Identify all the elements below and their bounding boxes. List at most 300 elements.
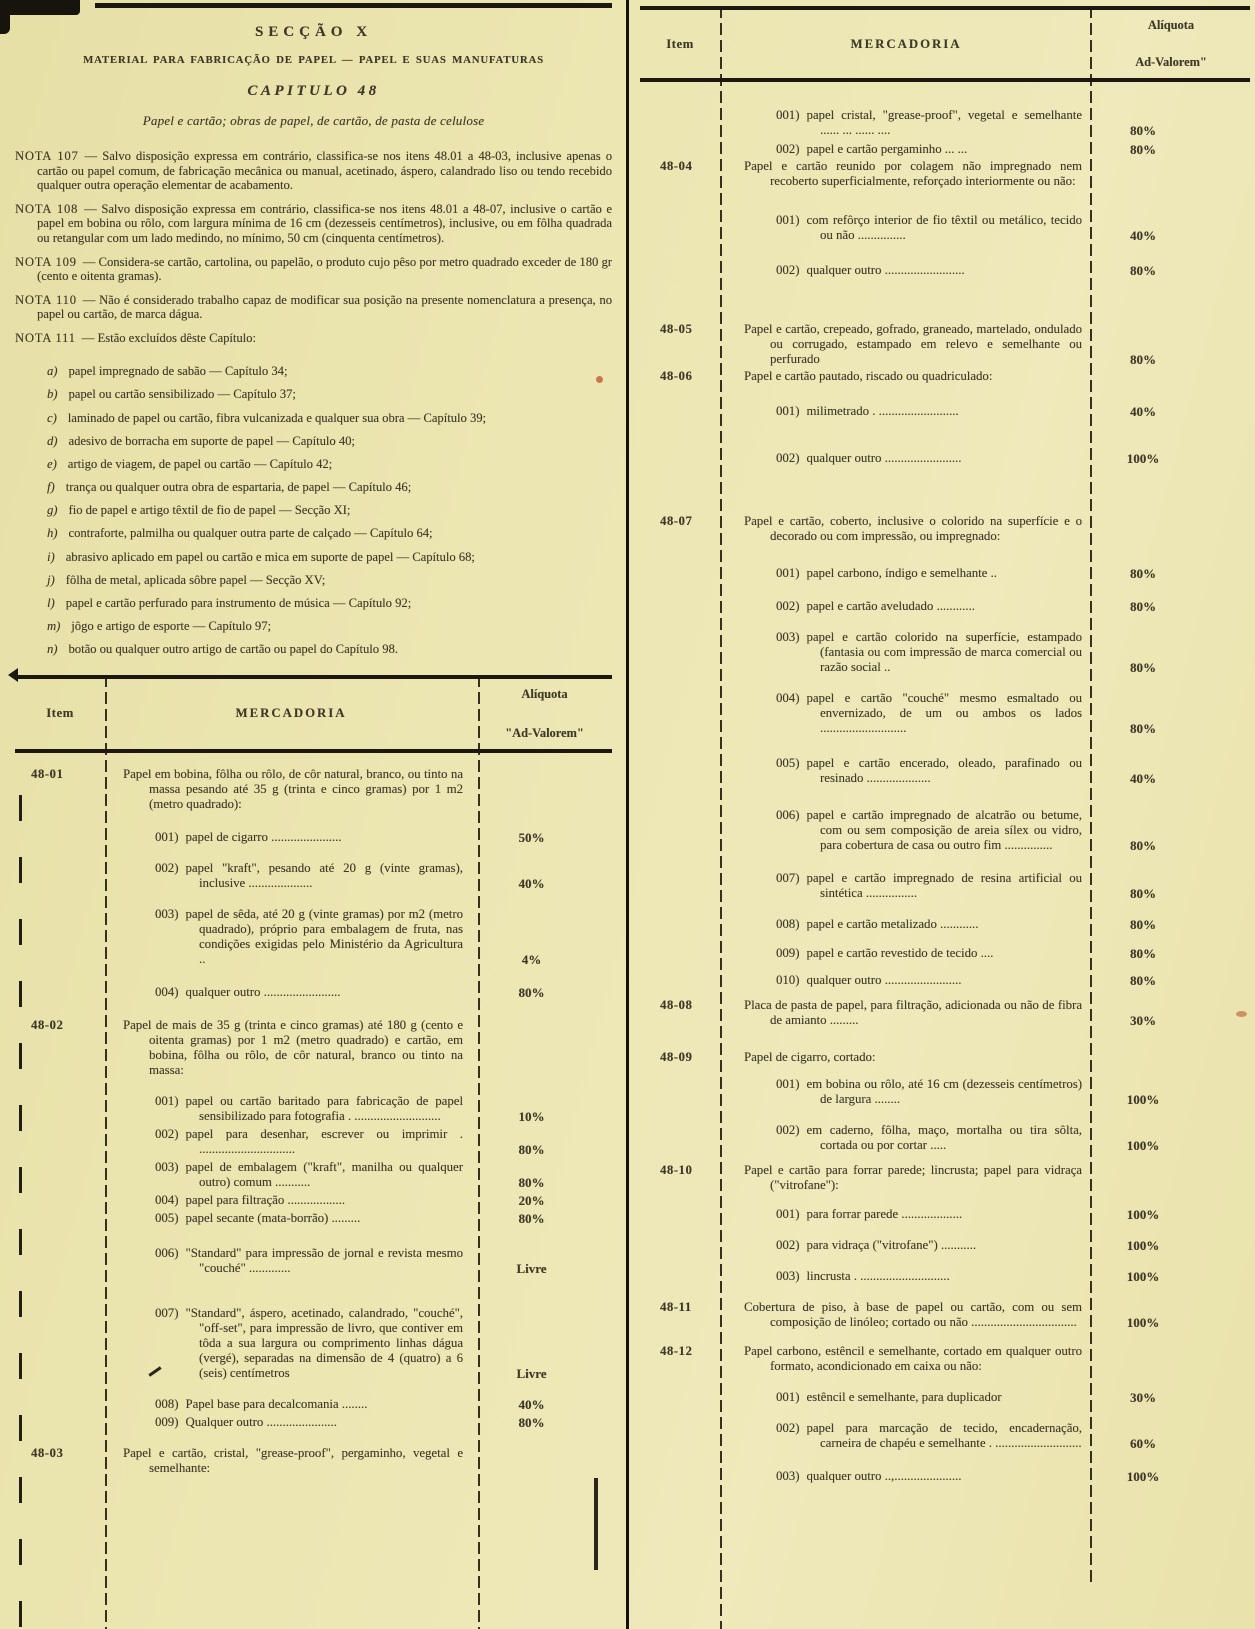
tariff-subitem-row (15, 985, 612, 1000)
subitem-text: qualquer outro ........................ (806, 973, 962, 987)
tariff-subitem-row (640, 599, 1250, 614)
subitem-description-cell (720, 451, 1092, 466)
subitem-code: 009) (155, 1414, 179, 1429)
tariff-subitem-row (640, 871, 1250, 901)
exclusion-letter: e) (47, 456, 57, 471)
rate-value: 40% (1130, 228, 1156, 243)
rate-value: 100% (1126, 451, 1160, 466)
subitem-line (155, 1193, 463, 1208)
subitem-code: 002) (776, 1238, 800, 1252)
rate-value: 100% (1126, 1315, 1160, 1330)
subitem-line (776, 108, 1082, 138)
exclusion-letter: d) (47, 433, 58, 448)
subitem-line (776, 566, 1082, 581)
subitem-line (776, 263, 1082, 278)
subitem-code: 002) (776, 599, 800, 613)
rate-value: 80% (518, 1141, 545, 1157)
entry-description: Papel e cartão, cristal, "grease-proof", pergaminho, vegetal e semelhante: (123, 1445, 463, 1475)
tariff-subitem-row (15, 861, 612, 891)
subitem-line (155, 1211, 463, 1226)
note-text: — Salvo disposição expressa em contrário, classifica-se nos itens 48.01 a 48-03, inclusive apenas o cartão ou papel comum, de fabricação mecânica ou manual, acetinado, áspero, calandrado liso ou tendo recebido qualquer outra operação elementar de acabamento. (37, 149, 612, 193)
subitem-line (776, 691, 1082, 736)
tariff-subitem-row (15, 1160, 612, 1190)
exclusion-text: abrasivo aplicado em papel ou cartão e mica em suporte de papel — Capítulo 68; (65, 549, 475, 564)
subitem-code: 009) (776, 946, 800, 960)
tariff-entry-row (15, 1446, 612, 1476)
entry-description: Papel em bobina, fôlha ou rôlo, de côr natural, branco, ou tinto na massa pesando até 35 g (trinta e cinco gramas) por 1 m2 (metro quadrado): (123, 766, 463, 811)
subitem-description-cell (105, 985, 477, 1000)
entry-description-cell (720, 369, 1092, 384)
tariff-entry-row (640, 998, 1250, 1028)
tariff-subitem-row (640, 1469, 1250, 1484)
note-label: NOTA 107 (15, 149, 79, 163)
scan-artifact (95, 3, 612, 8)
subitem-description-cell (720, 630, 1092, 675)
table-header-row (640, 6, 1250, 82)
exclusion-item (15, 596, 612, 611)
tariff-subitem-row (640, 1077, 1250, 1107)
subitem-code: 002) (776, 451, 800, 465)
tariff-subitem-row (15, 907, 612, 967)
note-label: NOTA 111 (15, 330, 76, 345)
entry-description: Papel e cartão pautado, riscado ou quadriculado: (744, 369, 993, 383)
rate-value: 40% (518, 875, 545, 891)
entry-item-number: 48-12 (660, 1344, 693, 1358)
subitem-line (155, 1094, 463, 1124)
aliquota-label: Alíquota (1147, 18, 1195, 32)
tariff-subitem-row (640, 404, 1250, 419)
tariff-entry-row (640, 1344, 1250, 1374)
exclusion-text: papel ou cartão sensibilizado — Capítulo 37; (68, 387, 296, 402)
tariff-subitem-row (640, 566, 1250, 581)
note-paragraph (15, 149, 612, 193)
subitem-description-cell (720, 1469, 1092, 1484)
subitem-code: 001) (776, 1077, 800, 1091)
subitem-description-cell (720, 1390, 1092, 1405)
subitem-line (776, 404, 1082, 419)
right-tariff-table (640, 6, 1250, 1629)
rate-value: Livre (516, 1365, 547, 1381)
rate-value: 100% (1126, 1138, 1160, 1153)
subitem-line (155, 1415, 463, 1430)
rate-value: 30% (1130, 1390, 1156, 1405)
entry-description-cell (720, 1344, 1092, 1374)
subitem-code: 003) (776, 1269, 800, 1283)
subitem-line (776, 1238, 1082, 1253)
subitem-line (155, 1127, 463, 1157)
subitem-line (155, 1246, 463, 1276)
note-label: NOTA 110 (15, 292, 77, 307)
subitem-text: em bobina ou rôlo, até 16 cm (dezesseis centímetros) de largura ........ (806, 1077, 1082, 1106)
note-paragraph (15, 202, 612, 246)
exclusion-item (15, 434, 612, 449)
entry-description-cell (105, 1446, 477, 1476)
entry-description: Papel de cigarro, cortado: (744, 1050, 876, 1064)
subitem-code: 010) (776, 973, 800, 987)
subitem-text: papel e cartão encerado, oleado, parafinado ou resinado .................... (806, 756, 1082, 785)
subitem-code: 002) (776, 142, 800, 156)
exclusion-letter: c) (47, 410, 57, 425)
column-header-item: Item (666, 36, 694, 51)
subitem-text: papel cristal, "grease-proof", vegetal e semelhante ...... ... ...... .... (806, 108, 1082, 137)
rate-value: 80% (1130, 599, 1156, 614)
section-title: SECÇÃO X (254, 24, 373, 40)
tariff-subitem-row (640, 213, 1250, 243)
subitem-line (776, 946, 1082, 961)
subitem-description-cell (720, 1238, 1092, 1253)
scan-artifact (0, 0, 10, 34)
exclusion-item (15, 550, 612, 565)
subitem-code: 004) (776, 691, 800, 705)
subitem-line (776, 1421, 1082, 1451)
subitem-line (155, 985, 463, 1000)
subitem-code: 001) (155, 1093, 179, 1108)
exclusion-text: fio de papel e artigo têxtil de fio de papel — Secção XI; (68, 503, 351, 518)
note-paragraph (15, 293, 612, 322)
subitem-description-cell (720, 756, 1092, 786)
subitem-description-cell (105, 1246, 477, 1276)
rate-value: 80% (1130, 566, 1156, 581)
entry-item-number: 48-09 (660, 1050, 693, 1064)
subitem-text: papel de sêda, até 20 g (vinte gramas) por m2 (metro quadrado), próprio para embalagem de fruta, nas condições exigidas pelo Ministério da Agricultura .. (185, 906, 463, 966)
entry-item-number: 48-11 (660, 1300, 692, 1314)
rate-value: 10% (518, 1108, 545, 1124)
rate-value: 80% (1130, 263, 1156, 278)
tariff-subitem-row (640, 263, 1250, 278)
exclusion-letter: j) (47, 572, 55, 587)
subitem-code: 008) (776, 917, 800, 931)
subitem-code: 002) (155, 1126, 179, 1141)
entry-description-cell (720, 998, 1092, 1028)
exclusion-letter: g) (47, 503, 58, 518)
subitem-description-cell (720, 263, 1092, 278)
entry-description: Papel e cartão, crepeado, gofrado, graneado, martelado, ondulado ou corrugado, estampado em relevo e semelhante ou perfurado (744, 322, 1082, 366)
subitem-line (776, 630, 1082, 675)
subitem-code: 006) (776, 808, 800, 822)
subitem-description-cell (105, 1397, 477, 1412)
rate-value: 100% (1126, 1269, 1160, 1284)
subitem-code: 001) (155, 829, 179, 844)
entry-item-number: 48-08 (660, 998, 693, 1012)
subitem-description-cell (105, 1415, 477, 1430)
subitem-line (776, 871, 1082, 901)
rate-value: 80% (1130, 917, 1156, 932)
entry-item-number: 48-07 (660, 514, 693, 528)
entry-description-cell (720, 514, 1092, 544)
right-column (640, 6, 1250, 1629)
note-label: NOTA 108 (15, 201, 79, 216)
tariff-subitem-row (640, 946, 1250, 961)
subitem-line (776, 213, 1082, 243)
tariff-subitem-row (15, 1094, 612, 1124)
tariff-subitem-row (15, 1193, 612, 1208)
exclusion-text: fôlha de metal, aplicada sôbre papel — Secção XV; (65, 572, 326, 587)
subitem-description-cell (720, 599, 1092, 614)
entry-description-cell (720, 322, 1092, 367)
tariff-subitem-row (640, 1123, 1250, 1153)
rate-value: 20% (518, 1192, 545, 1208)
note-text: — Não é considerado trabalho capaz de modificar sua posição na presente nomenclatura a presença, no papel ou cartão, de marca dágua. (37, 292, 612, 322)
right-table-body (640, 108, 1250, 1484)
tariff-subitem-row (640, 917, 1250, 932)
subitem-description-cell (720, 1077, 1092, 1107)
exclusion-item (15, 642, 612, 657)
exclusion-item (15, 619, 612, 634)
tariff-subitem-row (640, 1421, 1250, 1451)
subitem-code: 007) (155, 1305, 179, 1320)
rate-value: 80% (1130, 973, 1156, 988)
rate-value: 100% (1126, 1207, 1160, 1222)
subitem-line (155, 830, 463, 845)
subitem-text: lincrusta . ............................ (806, 1269, 950, 1283)
subitem-text: papel para marcação de tecido, encadernação, carneira de chapéu e semelhante . ........................... (806, 1421, 1082, 1450)
tariff-subitem-row (640, 1238, 1250, 1253)
tariff-subitem-row (15, 830, 612, 845)
subitem-text: para forrar parede ................... (806, 1207, 963, 1221)
rate-value: 80% (518, 1414, 545, 1430)
exclusion-text: jôgo e artigo de esporte — Capítulo 97; (71, 619, 272, 634)
subitem-code: 001) (776, 108, 800, 122)
rate-value: 60% (1130, 1436, 1156, 1451)
subitem-code: 005) (155, 1210, 179, 1225)
ad-valorem-label: "Ad-Valorem" (505, 725, 584, 740)
subitem-code: 001) (776, 566, 800, 580)
left-tariff-table (15, 675, 612, 1629)
column-header-item: Item (46, 706, 74, 721)
subitem-text: papel carbono, índigo e semelhante .. (806, 566, 997, 580)
exclusion-text: botão ou qualquer outro artigo de cartão ou papel do Capítulo 98. (68, 642, 398, 657)
tariff-subitem-row (640, 142, 1250, 157)
rate-value: 80% (1130, 142, 1156, 157)
subitem-text: qualquer outro ........................ (185, 984, 341, 999)
tariff-subitem-row (640, 451, 1250, 466)
note-label: NOTA 109 (15, 254, 77, 269)
subitem-description-cell (720, 691, 1092, 736)
subitem-text: papel para filtração .................. (185, 1192, 346, 1207)
exclusion-text: trança ou qualquer outra obra de espartaria, de papel — Capítulo 46; (65, 480, 412, 495)
subitem-code: 002) (155, 860, 179, 875)
subitem-line (155, 1306, 463, 1381)
left-table-body (15, 767, 612, 1476)
subitem-line (155, 861, 463, 891)
table-header-row (15, 675, 612, 753)
subitem-description-cell (720, 973, 1092, 988)
entry-description: Papel e cartão reunido por colagem não impregnado nem recoberto superficialmente, reforçado interiormente ou não: (744, 159, 1082, 188)
subitem-text: papel ou cartão baritado para fabricação de papel sensibilizado para fotografia . ........................... (185, 1093, 463, 1123)
tariff-subitem-row (15, 1246, 612, 1276)
subitem-description-cell (720, 871, 1092, 901)
subitem-description-cell (105, 1211, 477, 1226)
chapter-title: CAPITULO 48 (247, 83, 380, 99)
subitem-description-cell (720, 566, 1092, 581)
column-divider (626, 0, 629, 1629)
subitem-text: papel e cartão metalizado ............ (806, 917, 979, 931)
exclusion-letter: f) (47, 480, 55, 495)
rate-value: 50% (518, 829, 545, 845)
subitem-text: em caderno, fôlha, maço, mortalha ou tira sôlta, cortada ou por cortar ..... (806, 1123, 1082, 1152)
exclusion-item (15, 526, 612, 541)
subitem-description-cell (720, 142, 1092, 157)
exclusion-text: papel e cartão perfurado para instrumento de música — Capítulo 92; (65, 596, 412, 610)
tariff-entry-row (15, 1018, 612, 1078)
column-header-aliquota (1092, 10, 1250, 78)
subitem-line (776, 142, 1082, 157)
exclusion-letter: h) (47, 526, 58, 541)
subitem-text: papel e cartão aveludado ............ (806, 599, 975, 613)
subitem-description-cell (720, 1207, 1092, 1222)
subitem-text: papel e cartão impregnado de resina artificial ou sintética ................ (806, 871, 1082, 900)
exclusion-item (15, 387, 612, 402)
entry-description: Placa de pasta de papel, para filtração, adicionada ou não de fibra de amianto ......... (744, 998, 1082, 1027)
notes-list (15, 140, 612, 346)
subitem-description-cell (105, 1160, 477, 1190)
subitem-line (776, 599, 1082, 614)
subitem-code: 004) (155, 1192, 179, 1207)
tariff-subitem-row (640, 108, 1250, 138)
aliquota-label: Alíquota (521, 686, 568, 701)
exclusion-text: artigo de viagem, de papel ou cartão — Capítulo 42; (67, 456, 333, 471)
subitem-code: 002) (776, 1123, 800, 1137)
exclusion-letter: l) (47, 596, 55, 610)
subitem-line (776, 917, 1082, 932)
chapter-subtitle: Papel e cartão; obras de papel, de cartão, de pasta de celulose (142, 113, 485, 128)
entry-item-number: 48-04 (660, 159, 693, 173)
tariff-subitem-row (640, 808, 1250, 853)
entry-description-cell (105, 1018, 477, 1078)
exclusion-letter: b) (47, 387, 58, 402)
subitem-line (776, 973, 1082, 988)
subitem-line (776, 451, 1082, 466)
exclusion-letter: a) (47, 364, 58, 379)
subitem-description-cell (105, 907, 477, 967)
subitem-description-cell (105, 1306, 477, 1381)
subitem-line (776, 1390, 1082, 1405)
subitem-line (155, 907, 463, 967)
rate-value: 40% (1130, 404, 1156, 419)
note-paragraph (15, 255, 612, 284)
entry-item-number: 48-02 (31, 1017, 64, 1032)
tariff-entry-row (640, 1050, 1250, 1065)
tariff-subitem-row (15, 1415, 612, 1430)
subitem-description-cell (105, 830, 477, 845)
rate-value: 80% (1130, 721, 1156, 736)
exclusion-item (15, 457, 612, 472)
exclusion-text: papel impregnado de sabão — Capítulo 34; (68, 364, 288, 379)
subitem-line (776, 808, 1082, 853)
subitem-line (155, 1160, 463, 1190)
column-header-mercadoria: MERCADORIA (850, 36, 962, 51)
note-text: — Salvo disposição expressa em contrário, classifica-se nos itens 48.01 a 48-07, inclusive o cartão e papel em bobina ou rôlo, com largura mínima de 16 cm (dezesseis centímetros), inclusive, ou em fôlha quadrada ou retangular com um lado medindo, no mínimo, 50 cm (cinquenta centímetros). (37, 201, 612, 245)
subitem-code: 004) (155, 984, 179, 999)
subitem-text: papel "kraft", pesando até 20 g (vinte gramas), inclusive .................... (185, 860, 463, 890)
exclusion-item (15, 411, 612, 426)
rate-value: 80% (518, 984, 545, 1000)
subitem-description-cell (720, 1123, 1092, 1153)
rate-value: 80% (1130, 660, 1156, 675)
rate-value: 80% (1130, 838, 1156, 853)
subitem-description-cell (720, 808, 1092, 853)
tariff-entry-row (640, 1163, 1250, 1193)
tariff-subitem-row (640, 1390, 1250, 1405)
exclusion-text: laminado de papel ou cartão, fibra vulcanizada e qualquer sua obra — Capítulo 39; (67, 410, 487, 425)
subitem-text: qualquer outro ......................... (806, 263, 965, 277)
subitem-line (776, 1469, 1082, 1484)
subitem-description-cell (105, 1193, 477, 1208)
subitem-text: papel e cartão "couché" mesmo esmaltado ou envernizado, de um ou ambos os lados ........................... (806, 691, 1082, 735)
subitem-text: papel de cigarro ...................... (185, 829, 342, 844)
subitem-code: 001) (776, 1390, 800, 1404)
rate-value: Livre (516, 1260, 547, 1276)
subitem-description-cell (105, 1094, 477, 1124)
entry-description-cell (720, 159, 1092, 189)
exclusion-letter: i) (47, 549, 55, 564)
subitem-text: qualquer outro ..,..................... (806, 1469, 962, 1483)
exclusion-letter: m) (47, 619, 61, 634)
entry-item-number: 48-01 (31, 766, 64, 781)
section-subtitle: MATERIAL PARA FABRICAÇÃO DE PAPEL — PAPEL E SUAS MANUFATURAS (83, 54, 544, 66)
rate-value: 100% (1126, 1092, 1160, 1107)
subitem-description-cell (720, 404, 1092, 419)
subitem-code: 001) (776, 1207, 800, 1221)
subitem-description-cell (720, 108, 1092, 138)
rate-value: 4% (521, 951, 542, 967)
entry-description-cell (720, 1300, 1092, 1330)
entry-item-number: 48-03 (31, 1445, 64, 1460)
rate-value: 40% (1130, 771, 1156, 786)
exclusion-letter: n) (47, 642, 58, 657)
entry-item-number: 48-05 (660, 322, 693, 336)
exclusion-text: adesivo de borracha em suporte de papel — Capítulo 40; (68, 433, 355, 448)
subitem-text: "Standard" para impressão de jornal e revista mesmo "couché" ............. (185, 1245, 463, 1275)
subitem-text: papel e cartão colorido na superfície, estampado (fantasia ou com impressão de marca comercial ou razão social .. (806, 630, 1082, 674)
exclusions-list (15, 356, 612, 657)
exclusion-item (15, 364, 612, 379)
subitem-text: papel e cartão pergaminho ... ... (806, 142, 968, 156)
subitem-code: 007) (776, 871, 800, 885)
entry-description: Papel e cartão, coberto, inclusive o colorido na superfície e o decorado ou com impressão, ou impregnado: (744, 514, 1082, 543)
subitem-text: "Standard", áspero, acetinado, calandrado, "couché", "off-set", para impressão de livro, que contiver em tôda a sua largura ou comprimento linhas dágua (vergé), separadas na dimensão de 4 (quatro) a 6 (seis) centímetros (185, 1305, 463, 1380)
subitem-description-cell (105, 861, 477, 891)
tariff-subitem-row (640, 756, 1250, 786)
subitem-description-cell (720, 1269, 1092, 1284)
exclusion-item (15, 503, 612, 518)
tariff-entry-row (640, 514, 1250, 544)
subitem-description-cell (105, 1127, 477, 1157)
note-paragraph (15, 331, 612, 346)
entry-description: Papel e cartão para forrar parede; lincrusta; papel para vidraça ("vitrofane"): (744, 1163, 1082, 1192)
column-header-mercadoria: MERCADORIA (235, 706, 347, 721)
subitem-code: 005) (776, 756, 800, 770)
rate-value: 80% (518, 1174, 545, 1190)
subitem-description-cell (720, 946, 1092, 961)
tariff-subitem-row (640, 691, 1250, 736)
subitem-description-cell (720, 213, 1092, 243)
subitem-code: 003) (155, 906, 179, 921)
subitem-text: papel de embalagem ("kraft", manilha ou qualquer outro) comum ........... (185, 1159, 463, 1189)
subitem-text: papel para desenhar, escrever ou imprimir . .............................. (185, 1126, 463, 1156)
tariff-entry-row (15, 767, 612, 812)
entry-description: Cobertura de piso, à base de papel ou cartão, com ou sem composição de linóleo; cortado ou não ................................. (744, 1300, 1082, 1329)
entry-item-number: 48-10 (660, 1163, 693, 1177)
tariff-subitem-row (15, 1127, 612, 1157)
subitem-code: 003) (776, 630, 800, 644)
subitem-text: papel secante (mata-borrão) ......... (185, 1210, 361, 1225)
exclusion-item (15, 480, 612, 495)
entry-description: Papel carbono, estêncil e semelhante, cortado em qualquer outro formato, acondicionado em caixa ou não: (744, 1344, 1082, 1373)
subitem-line (776, 756, 1082, 786)
subitem-code: 008) (155, 1396, 179, 1411)
subitem-text: para vidraça ("vitrofane") ........... (806, 1238, 977, 1252)
